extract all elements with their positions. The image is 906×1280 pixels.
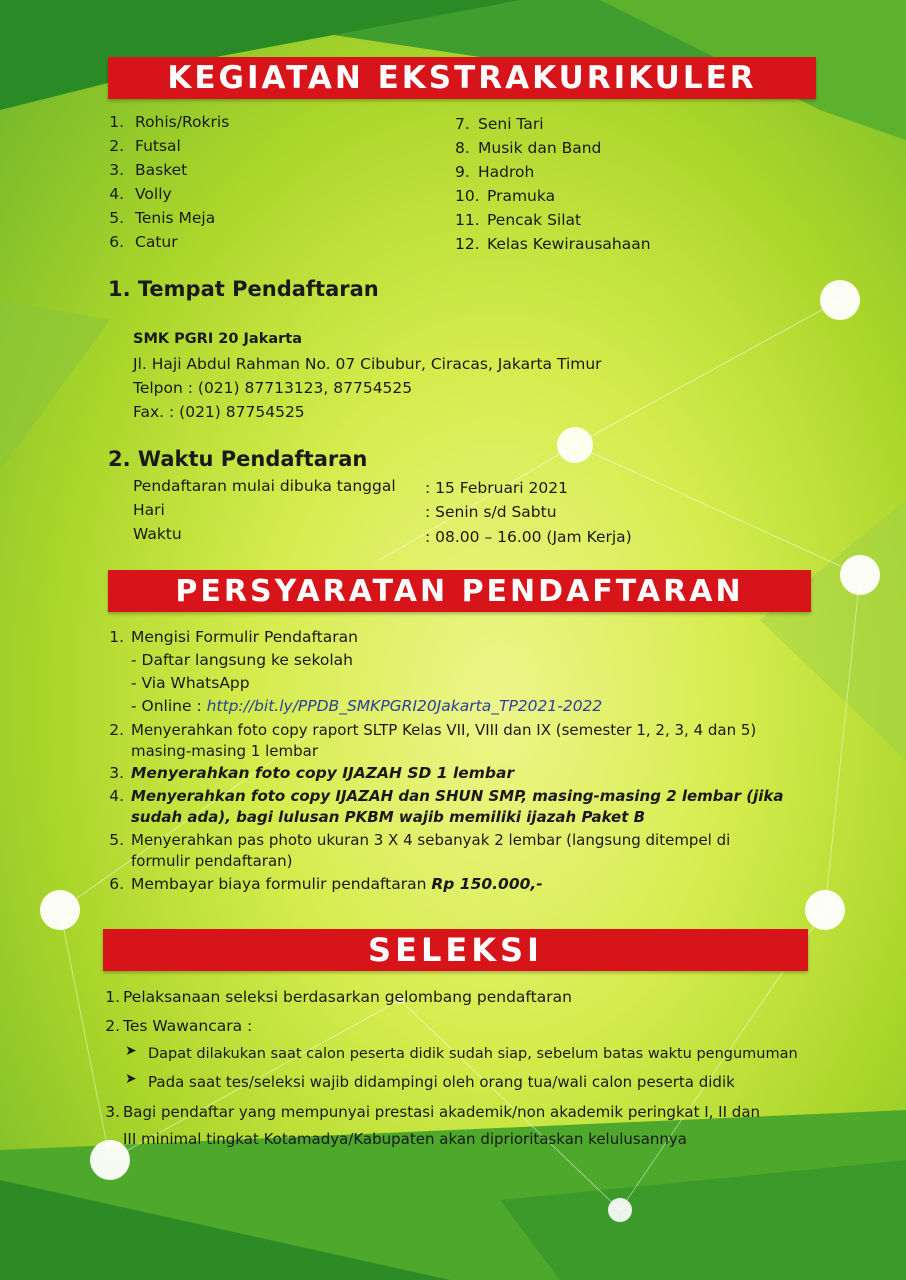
fee-amount: Rp 150.000,- bbox=[431, 875, 543, 893]
sub-item bbox=[131, 694, 602, 718]
waktu-value: : 08.00 – 16.00 (Jam Kerja) bbox=[425, 528, 632, 546]
list-item-number: 11. bbox=[455, 211, 480, 229]
list-item-cont: III minimal tingkat Kotamadya/Kabupaten akan diprioritaskan kelulusannya bbox=[123, 1130, 687, 1148]
list-item: Catur bbox=[135, 233, 178, 251]
list-item: Futsal bbox=[135, 137, 181, 155]
list-item: Tenis Meja bbox=[135, 209, 216, 227]
list-item-number: 9. bbox=[455, 163, 470, 181]
list-item-number: 4. bbox=[109, 787, 124, 805]
list-item-number: 2. bbox=[109, 137, 124, 155]
list-item: Menyerahkan foto copy raport SLTP Kelas VII, VIII dan IX (semester 1, 2, 3, 4 dan 5) bbox=[131, 721, 757, 739]
list-item: Pencak Silat bbox=[487, 211, 582, 229]
list-item-number: 5. bbox=[109, 209, 124, 227]
registration-link[interactable]: http://bit.ly/PPDB_SMKPGRI20Jakarta_TP2021-2022 bbox=[206, 697, 603, 715]
sub-item: - Daftar langsung ke sekolah bbox=[131, 651, 354, 669]
tempat-heading: 1. Tempat Pendaftaran bbox=[108, 277, 379, 301]
bullet-item: Dapat dilakukan saat calon peserta didik sudah siap, sebelum batas waktu pengumuman bbox=[148, 1046, 798, 1062]
sub-item: - Via WhatsApp bbox=[131, 674, 250, 692]
list-item-number: 6. bbox=[109, 875, 124, 893]
bullet-item: Pada saat tes/seleksi wajib didampingi oleh orang tua/wali calon peserta didik bbox=[148, 1073, 735, 1091]
list-item: Rohis/Rokris bbox=[135, 113, 230, 131]
waktu-label: Hari bbox=[133, 501, 165, 519]
list-item-number: 10. bbox=[455, 187, 480, 205]
list-item: Tes Wawancara : bbox=[123, 1017, 253, 1035]
list-item-number: 5. bbox=[109, 831, 124, 849]
list-item: Menyerahkan foto copy IJAZAH dan SHUN SMP, masing-masing 2 lembar (jika bbox=[131, 787, 784, 805]
list-item-number: 12. bbox=[455, 235, 480, 253]
list-item-number: 2. bbox=[109, 721, 124, 739]
arrow-bullet-icon: ➤ bbox=[125, 1043, 137, 1059]
list-item-cont: formulir pendaftaran) bbox=[131, 852, 293, 870]
waktu-heading: 2. Waktu Pendaftaran bbox=[108, 447, 368, 471]
list-item-cont: sudah ada), bagi lulusan PKBM wajib memiliki ijazah Paket B bbox=[131, 808, 646, 826]
list-item-cont: masing-masing 1 lembar bbox=[131, 742, 319, 760]
list-item-number: 1. bbox=[105, 988, 120, 1006]
sub-item-label: - Online : bbox=[131, 697, 207, 715]
list-item: Menyerahkan foto copy IJAZAH SD 1 lembar bbox=[131, 764, 515, 782]
list-item: Basket bbox=[135, 161, 188, 179]
waktu-label: Waktu bbox=[133, 525, 182, 543]
list-item bbox=[131, 872, 543, 896]
list-item: Pelaksanaan seleksi berdasarkan gelombang pendaftaran bbox=[123, 988, 572, 1006]
list-item: Mengisi Formulir Pendaftaran bbox=[131, 628, 358, 646]
school-fax: Fax. : (021) 87754525 bbox=[133, 403, 305, 421]
list-item-number: 8. bbox=[455, 139, 470, 157]
list-item-number: 7. bbox=[455, 115, 470, 133]
list-item: Menyerahkan pas photo ukuran 3 X 4 sebanyak 2 lembar (langsung ditempel di bbox=[131, 831, 731, 849]
list-item: Kelas Kewirausahaan bbox=[487, 235, 651, 253]
list-item-number: 2. bbox=[105, 1017, 120, 1035]
banner-persyaratan-pendaftaran: PERSYARATAN PENDAFTARAN bbox=[108, 570, 811, 612]
school-name: SMK PGRI 20 Jakarta bbox=[133, 331, 302, 347]
list-item-number: 6. bbox=[109, 233, 124, 251]
list-item-number: 3. bbox=[109, 161, 124, 179]
list-item: Musik dan Band bbox=[478, 139, 602, 157]
school-phone: Telpon : (021) 87713123, 87754525 bbox=[133, 379, 413, 397]
fee-label: Membayar biaya formulir pendaftaran bbox=[131, 875, 432, 893]
banner-seleksi: SELEKSI bbox=[103, 929, 808, 971]
waktu-value: : Senin s/d Sabtu bbox=[425, 503, 557, 521]
list-item: Bagi pendaftar yang mempunyai prestasi akademik/non akademik peringkat I, II dan bbox=[123, 1103, 761, 1121]
list-item-number: 3. bbox=[105, 1103, 120, 1121]
arrow-bullet-icon: ➤ bbox=[125, 1071, 137, 1087]
list-item-number: 1. bbox=[109, 628, 124, 646]
list-item: Volly bbox=[135, 185, 172, 203]
list-item: Pramuka bbox=[487, 187, 556, 205]
school-address: Jl. Haji Abdul Rahman No. 07 Cibubur, Ciracas, Jakarta Timur bbox=[133, 355, 602, 373]
list-item: Hadroh bbox=[478, 163, 535, 181]
banner-kegiatan-ekstrakurikuler: KEGIATAN EKSTRAKURIKULER bbox=[108, 57, 816, 99]
list-item: Seni Tari bbox=[478, 115, 544, 133]
waktu-label: Pendaftaran mulai dibuka tanggal bbox=[133, 477, 396, 495]
list-item-number: 4. bbox=[109, 185, 124, 203]
list-item-number: 1. bbox=[109, 113, 124, 131]
waktu-value: : 15 Februari 2021 bbox=[425, 479, 568, 497]
list-item-number: 3. bbox=[109, 764, 124, 782]
